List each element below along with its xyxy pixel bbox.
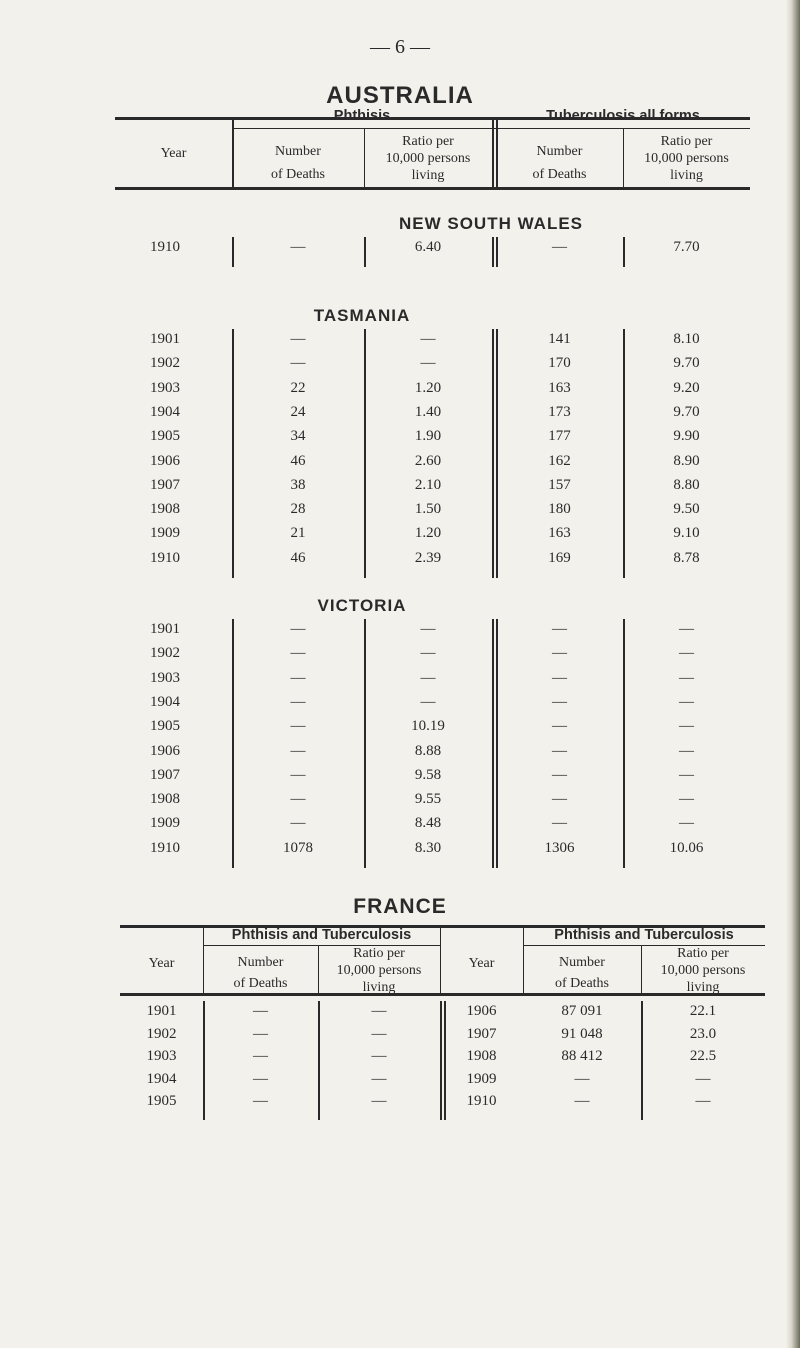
year-column-header: Year [160,146,187,161]
table-cell: 1.20 [414,525,442,542]
column-rule [318,1001,320,1120]
header-bottom-rule [115,187,750,190]
table-cell: — [290,693,306,710]
table-cell: 1905 [146,1093,177,1109]
table-row [0,380,800,404]
table-cell: 23.0 [689,1025,717,1042]
table-cell: 1904 [146,1070,177,1087]
table-row [0,767,800,791]
table-cell: 2.39 [414,549,442,566]
table-row [0,525,800,549]
table-row [0,477,800,501]
table-cell: 21 [290,525,306,542]
table-cell: 9.50 [673,501,700,518]
table-cell: 8.30 [414,839,442,856]
table-cell: 2.60 [414,452,442,469]
table-cell: — [552,742,567,759]
table-cell: 1903 [150,669,180,686]
table-row [0,239,800,263]
table-cell: — [290,239,306,255]
table-cell: — [253,1025,268,1042]
table-cell: — [695,1070,711,1087]
table-cell: — [552,669,567,686]
table-cell: 1907 [150,476,180,493]
table-row [0,621,800,645]
table-cell: — [695,1093,711,1109]
column-rule [232,329,234,578]
table-cell: 8.88 [414,742,442,759]
table-cell: 22.5 [689,1048,717,1064]
table-cell: 9.20 [673,379,700,396]
table-cell: — [290,355,306,372]
table-cell: 10.19 [411,718,445,735]
column-rule [623,619,625,868]
table-row [0,1026,800,1050]
table-cell: 91 048 [561,1025,603,1042]
ratio-header: Ratio per 10,000 persons living [660,946,746,995]
table-cell: 1904 [150,403,180,420]
ratio-header: Ratio per 10,000 persons living [336,946,422,995]
table-cell: 9.70 [673,403,700,420]
column-rule [492,237,494,267]
table-row [0,743,800,767]
table-cell: 9.10 [673,525,700,542]
tuberculosis-number-header: Number of Deaths [532,144,587,182]
table-cell: 163 [548,525,571,542]
table-cell: 1909 [150,525,180,542]
table-cell: — [552,239,567,255]
table-cell: — [290,645,306,662]
table-row [0,453,800,477]
table-row [0,331,800,355]
table-row [0,428,800,452]
tuberculosis-group-header: Tuberculosis all forms [546,108,700,124]
table-cell: 162 [548,452,571,469]
column-rule [203,1001,205,1120]
table-cell: — [679,718,694,735]
table-cell: 1902 [146,1025,177,1042]
table-cell: 1908 [150,791,180,808]
table-cell: — [420,331,436,347]
table-cell: 7.70 [673,239,700,255]
table-row [0,718,800,742]
table-cell: — [371,1003,387,1019]
table-cell: — [420,355,436,372]
table-cell: 10.06 [669,839,704,856]
table-cell: — [679,815,694,832]
table-cell: 1910 [150,239,180,255]
table-cell: — [552,645,567,662]
table-cell: — [253,1070,268,1087]
column-rule [444,1001,446,1120]
table-cell: 141 [548,331,571,347]
table-cell: 9.90 [673,428,700,445]
table-row [0,670,800,694]
table-cell: 1906 [150,742,180,759]
table-cell: 8.48 [414,815,442,832]
table-cell: 1908 [150,501,180,518]
table-cell: 1078 [283,839,313,856]
table-row [0,694,800,718]
table-cell: — [371,1025,387,1042]
column-rule [641,1001,643,1120]
table-cell: 1.90 [414,428,442,445]
table-cell: 22 [290,379,306,396]
table-cell: — [290,791,306,808]
table-cell: — [552,815,567,832]
table-cell: 1905 [150,428,180,445]
table-cell: — [371,1093,387,1109]
table-cell: 1910 [466,1093,497,1109]
table-row [0,840,800,864]
table-cell: 1.50 [414,501,442,518]
table-cell: 6.40 [414,239,442,255]
table-cell: — [420,621,436,637]
table-cell: — [290,742,306,759]
column-rule [496,329,498,578]
table-cell: 1909 [466,1070,497,1087]
table-cell: 8.80 [673,476,700,493]
table-cell: 46 [290,549,306,566]
table-cell: 1906 [466,1003,497,1019]
table-cell: — [290,766,306,783]
table-cell: 157 [548,476,571,493]
table-row [0,815,800,839]
table-cell: — [552,791,567,808]
table-cell: 177 [548,428,571,445]
table-cell: — [253,1003,268,1019]
table-cell: — [552,766,567,783]
table-cell: — [253,1093,268,1109]
header-divider [492,120,494,188]
table-cell: — [290,621,306,637]
table-cell: — [290,669,306,686]
page-title: AUSTRALIA [326,82,474,109]
table-row [0,1071,800,1095]
table-cell: 46 [290,452,306,469]
column-rule [623,329,625,578]
table-cell: — [420,693,436,710]
table-cell: 1904 [150,693,180,710]
column-rule [623,237,625,267]
victoria-heading: VICTORIA [317,596,407,615]
column-rule [440,1001,442,1120]
table-cell: 180 [548,501,571,518]
number-of-deaths-header: Number of Deaths [554,955,610,991]
table-cell: — [420,669,436,686]
table-cell: 1910 [150,839,180,856]
table-cell: 173 [548,403,571,420]
table-cell: 1907 [150,766,180,783]
table-cell: — [679,766,694,783]
column-rule [496,237,498,267]
table-row [0,1003,800,1027]
table-cell: 1902 [150,645,180,662]
table-cell: 170 [548,355,571,372]
table-cell: 22.1 [689,1003,717,1019]
table-cell: — [290,331,306,347]
table-cell: — [420,645,436,662]
table-cell: 24 [290,403,306,420]
table-cell: 1901 [150,621,180,637]
table-cell: 9.58 [414,766,442,783]
table-cell: — [679,693,694,710]
table-cell: — [679,742,694,759]
column-rule [232,237,234,267]
table-cell: 88 412 [561,1048,603,1064]
table-cell: 1.20 [414,379,442,396]
column-rule [492,619,494,868]
phthisis-group-header: Phthisis [333,108,391,124]
table-cell: 1906 [150,452,180,469]
table-row [0,1093,800,1117]
table-cell: 169 [548,549,571,566]
table-cell: — [371,1048,387,1064]
table-cell: — [679,791,694,808]
table-row [0,501,800,525]
table-cell: — [552,718,567,735]
table-row [0,645,800,669]
table-cell: — [290,815,306,832]
phthisis-tuberculosis-group-header: Phthisis and Tuberculosis [231,927,412,943]
column-rule [364,329,366,578]
table-cell: 1907 [466,1025,497,1042]
table-cell: 1903 [150,379,180,396]
table-cell: — [552,621,567,637]
tuberculosis-ratio-header: Ratio per 10,000 persons living [644,134,729,183]
table-cell: 1901 [146,1003,177,1019]
table-cell: — [552,693,567,710]
table-cell: 1908 [466,1048,497,1064]
table-cell: 1910 [150,549,180,566]
table-cell: — [574,1093,590,1109]
tasmania-heading: TASMANIA [313,306,411,325]
table-cell: 8.90 [673,452,700,469]
table-cell: 28 [290,501,306,518]
column-rule [232,619,234,868]
france-heading: FRANCE [353,895,447,918]
column-rule [364,237,366,267]
table-cell: 8.10 [673,331,700,347]
table-row [0,355,800,379]
year-column-header: Year [148,956,175,971]
number-of-deaths-header: Number of Deaths [233,955,288,991]
table-cell: 34 [290,428,306,445]
table-cell: 38 [290,476,306,493]
table-cell: — [679,621,694,637]
table-cell: 1.40 [414,403,442,420]
table-cell: 163 [548,379,571,396]
column-rule [492,329,494,578]
table-cell: — [253,1048,268,1064]
table-cell: 1902 [150,355,180,372]
table-row [0,550,800,574]
table-cell: — [679,669,694,686]
table-cell: — [679,645,694,662]
table-cell: 2.10 [414,476,442,493]
header-group-rule [232,128,750,129]
table-row [0,791,800,815]
table-row [0,404,800,428]
table-cell: 87 091 [561,1003,603,1019]
nsw-heading: NEW SOUTH WALES [398,214,584,233]
table-cell: — [290,718,306,735]
column-rule [364,619,366,868]
table-cell: 9.70 [673,355,700,372]
table-row [0,1048,800,1072]
phthisis-ratio-header: Ratio per 10,000 persons living [385,134,471,183]
table-cell: 1909 [150,815,180,832]
table-cell: — [574,1070,590,1087]
table-cell: 1905 [150,718,180,735]
page-number: — 6 — [370,36,430,58]
year-column-header: Year [468,956,495,971]
table-cell: — [371,1070,387,1087]
table-cell: 1901 [150,331,180,347]
table-cell: 1903 [146,1048,177,1064]
table-cell: 8.78 [673,549,700,566]
phthisis-tuberculosis-group-header: Phthisis and Tuberculosis [554,927,734,943]
table-cell: 1306 [544,839,575,856]
table-cell: 9.55 [414,791,442,808]
phthisis-number-header: Number of Deaths [270,144,326,182]
column-rule [496,619,498,868]
